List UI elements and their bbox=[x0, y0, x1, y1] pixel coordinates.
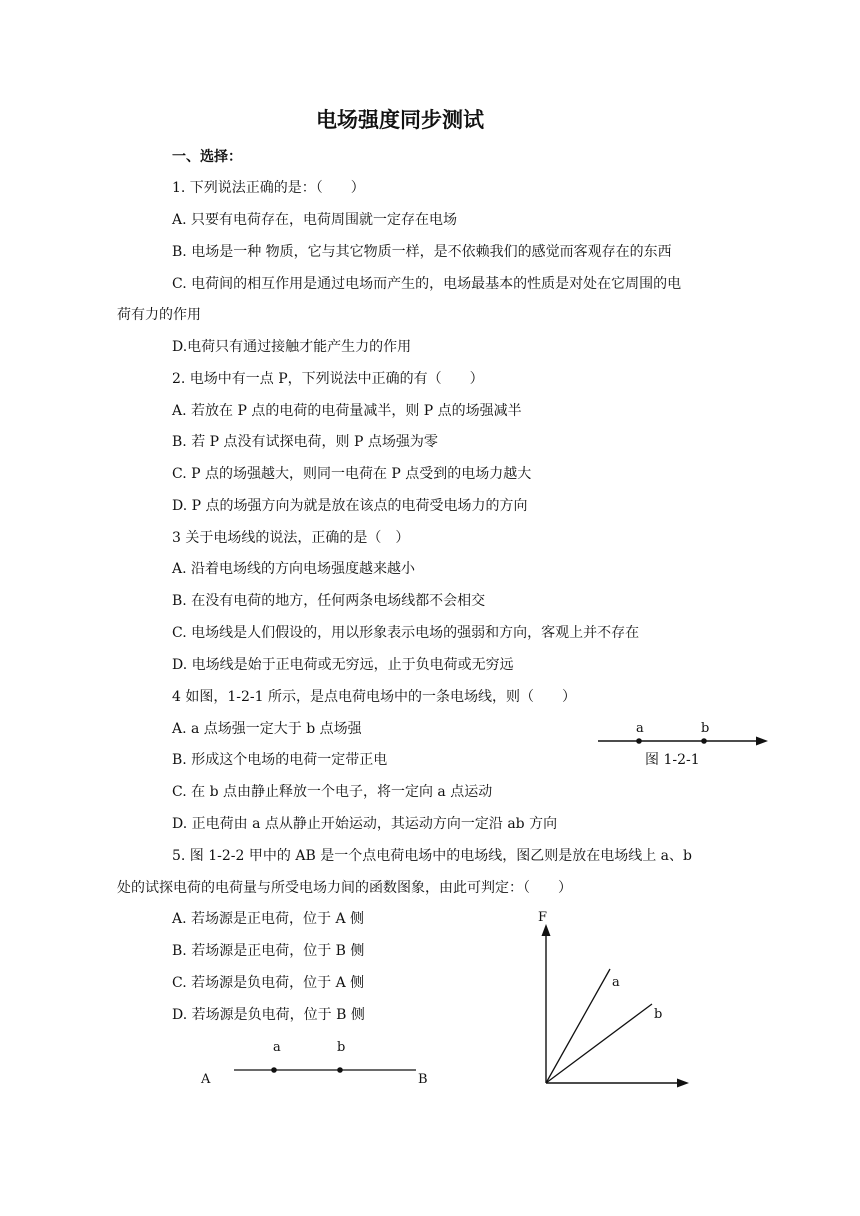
q1-option-d: D.电荷只有通过接触才能产生力的作用 bbox=[172, 339, 412, 355]
fig121-point-a-label: a bbox=[636, 721, 644, 736]
q2-stem: 2. 电场中有一点 P，下列说法中正确的有（ ） bbox=[172, 371, 484, 387]
q2-option-d: D. P 点的场强方向为就是放在该点的电荷受电场力的方向 bbox=[172, 498, 528, 514]
q1-option-b: B. 电场是一种 物质，它与其它物质一样，是不依赖我们的感觉而客观存在的东西 bbox=[172, 244, 672, 260]
q3-option-a: A. 沿着电场线的方向电场强度越来越小 bbox=[172, 561, 416, 577]
figure-f-graph bbox=[536, 920, 692, 1090]
q1-stem: 1. 下列说法正确的是：（ ） bbox=[172, 180, 365, 196]
q1-option-c-continued: 荷有力的作用 bbox=[117, 307, 201, 323]
q2-option-b: B. 若 P 点没有试探电荷，则 P 点场强为零 bbox=[172, 434, 438, 450]
q3-option-d: D. 电场线是始于正电荷或无穷远，止于负电荷或无穷远 bbox=[172, 657, 514, 673]
q4-option-d: D. 正电荷由 a 点从静止开始运动，其运动方向一定沿 ab 方向 bbox=[172, 816, 558, 832]
q2-option-a: A. 若放在 P 点的电荷的电荷量减半，则 P 点的场强减半 bbox=[172, 403, 522, 419]
figure-1-2-1-caption: 图 1-2-1 bbox=[645, 752, 700, 768]
q1-option-c: C. 电荷间的相互作用是通过电场而产生的，电场最基本的性质是对处在它周围的电 bbox=[172, 276, 682, 292]
fig-ab-point-a-label: a bbox=[273, 1040, 281, 1055]
figure-ab-field-line bbox=[232, 1064, 418, 1076]
q3-option-c: C. 电场线是人们假设的，用以形象表示电场的强弱和方向，客观上并不存在 bbox=[172, 625, 640, 641]
q5-option-d: D. 若场源是负电荷，位于 B 侧 bbox=[172, 1007, 365, 1023]
fig-ab-end-a-label: A bbox=[201, 1072, 211, 1087]
q5-option-c: C. 若场源是负电荷，位于 A 侧 bbox=[172, 975, 365, 991]
q5-option-a: A. 若场源是正电荷，位于 A 侧 bbox=[172, 911, 365, 927]
graph-f-axis-label: F bbox=[538, 910, 548, 925]
q4-stem: 4 如图，1-2-1 所示，是点电荷电场中的一条电场线，则（ ） bbox=[172, 689, 576, 705]
page-title: 电场强度同步测试 bbox=[316, 108, 484, 132]
fig-ab-end-b-label: B bbox=[418, 1072, 428, 1087]
fig121-point-b-label: b bbox=[701, 721, 710, 736]
q1-option-a: A. 只要有电荷存在，电荷周围就一定存在电场 bbox=[172, 212, 458, 228]
q5-option-b: B. 若场源是正电荷，位于 B 侧 bbox=[172, 943, 365, 959]
q3-stem: 3 关于电场线的说法，正确的是（ ） bbox=[172, 530, 410, 546]
figure-1-2-1-field-line bbox=[596, 732, 771, 750]
q5-stem: 5. 图 1-2-2 甲中的 AB 是一个点电荷电场中的电场线，图乙则是放在电场线上 a、b bbox=[172, 848, 692, 864]
q4-option-b: B. 形成这个电场的电荷一定带正电 bbox=[172, 752, 388, 768]
graph-line-a-label: a bbox=[612, 975, 620, 990]
fig-ab-point-b-label: b bbox=[337, 1040, 346, 1055]
q5-stem-continued: 处的试探电荷的电荷量与所受电场力间的函数图象，由此可判定：（ ） bbox=[117, 880, 572, 896]
q2-option-c: C. P 点的场强越大，则同一电荷在 P 点受到的电场力越大 bbox=[172, 466, 532, 482]
section-heading: 一、选择： bbox=[172, 149, 242, 165]
q3-option-b: B. 在没有电荷的地方，任何两条电场线都不会相交 bbox=[172, 593, 486, 609]
q4-option-c: C. 在 b 点由静止释放一个电子，将一定向 a 点运动 bbox=[172, 784, 493, 800]
graph-line-b-label: b bbox=[654, 1007, 663, 1022]
q4-option-a: A. a 点场强一定大于 b 点场强 bbox=[172, 721, 362, 737]
